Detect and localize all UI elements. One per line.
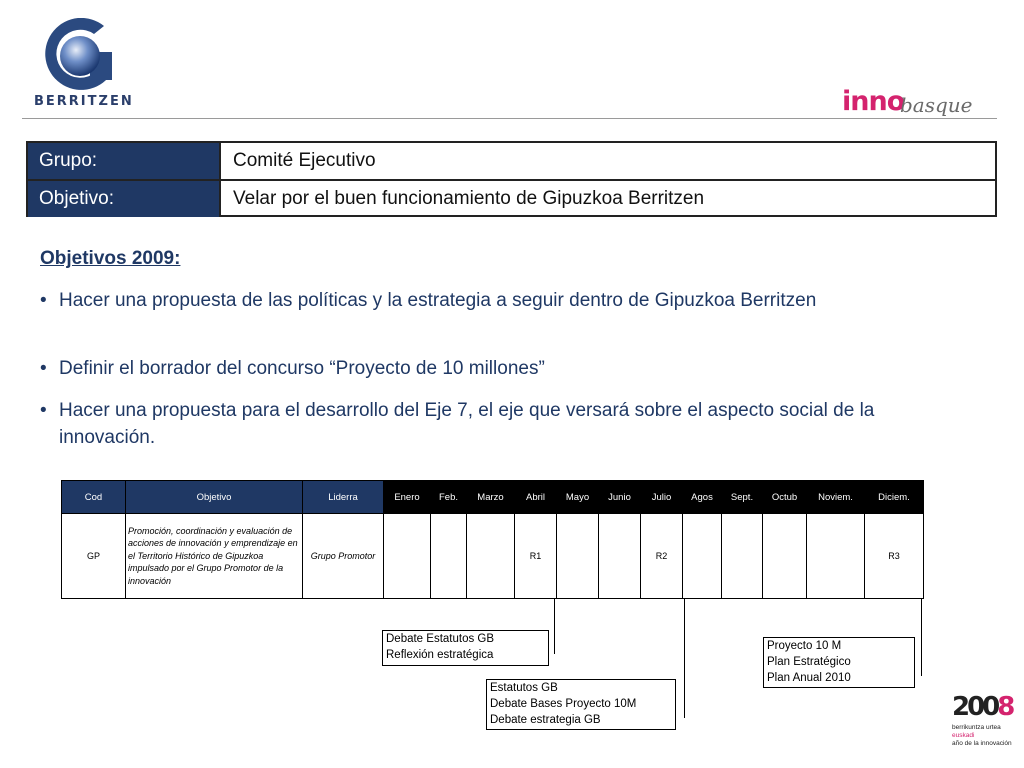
innobasque-inno-text: inno xyxy=(842,86,905,117)
note-line: Plan Estratégico xyxy=(767,656,851,668)
note-box-r3 xyxy=(763,637,915,688)
cell-liderra: Grupo Promotor xyxy=(303,514,384,599)
header-month: Julio xyxy=(641,481,683,514)
header-month: Mayo xyxy=(557,481,599,514)
connector-line-r1 xyxy=(554,598,555,654)
cell-cod: GP xyxy=(62,514,126,599)
schedule-table xyxy=(61,480,924,599)
header-liderra: Liderra xyxy=(303,481,384,514)
header-month: Agos xyxy=(683,481,722,514)
header-divider xyxy=(22,118,997,119)
header-month: Diciem. xyxy=(865,481,924,514)
cell-month xyxy=(683,514,722,599)
berritzen-logo-icon xyxy=(30,18,130,98)
group-label: Grupo: xyxy=(28,143,221,179)
header-month: Junio xyxy=(599,481,641,514)
objective-text: Hacer una propuesta de las políticas y la estrategia a seguir dentro de Gipuzkoa Berritzen xyxy=(59,290,817,311)
bullet-icon: • xyxy=(40,400,47,421)
connector-line-r3 xyxy=(921,598,922,676)
schedule-row xyxy=(62,514,924,599)
note-box-r1 xyxy=(382,630,549,666)
note-line: Debate estrategia GB xyxy=(490,714,601,726)
cell-month-r3: R3 xyxy=(865,514,924,599)
cell-month xyxy=(807,514,865,599)
objectives-heading: Objetivos 2009: xyxy=(40,248,181,269)
objective-text: Hacer una propuesta para el desarrollo del Eje 7, el eje que versará sobre el aspecto social de la innovación. xyxy=(59,400,875,448)
note-line: Plan Anual 2010 xyxy=(767,672,851,684)
logo-caption: berrikuntza urtea xyxy=(952,724,1001,731)
innovation-year-logo xyxy=(948,690,1013,756)
header-month: Abril xyxy=(515,481,557,514)
note-line: Debate Bases Proyecto 10M xyxy=(490,698,637,710)
objective-row xyxy=(28,181,995,217)
header-month: Feb. xyxy=(431,481,467,514)
group-row xyxy=(28,143,995,181)
cell-objetivo: Promoción, coordinación y evaluación de acciones de innovación y emprendizaje en el Territorio Histórico de Gipuzkoa impulsado por el Grupo Promotor de la innovación xyxy=(126,514,303,599)
cell-month xyxy=(431,514,467,599)
logo-caption: euskadi xyxy=(952,732,975,739)
cell-month xyxy=(722,514,763,599)
innobasque-logo xyxy=(842,86,992,126)
note-line: Debate Estatutos GB xyxy=(386,633,495,645)
objective-value: Velar por el buen funcionamiento de Gipuzkoa Berritzen xyxy=(233,188,705,209)
objective-bullet xyxy=(40,287,940,314)
connector-line-r2 xyxy=(684,598,685,718)
year-digit-eight: 8 xyxy=(997,692,1013,722)
objective-text: Definir el borrador del concurso “Proyecto de 10 millones” xyxy=(59,358,545,379)
group-value: Comité Ejecutivo xyxy=(233,150,376,171)
year-digits: 200 xyxy=(952,692,998,722)
cell-month-r2: R2 xyxy=(641,514,683,599)
header-month: Octub xyxy=(763,481,807,514)
header-cod: Cod xyxy=(62,481,126,514)
cell-month xyxy=(557,514,599,599)
cell-month xyxy=(599,514,641,599)
header-month: Marzo xyxy=(467,481,515,514)
bullet-icon: • xyxy=(40,290,47,311)
cell-month xyxy=(467,514,515,599)
cell-month-r1: R1 xyxy=(515,514,557,599)
bullet-icon: • xyxy=(40,358,47,379)
header-objetivo: Objetivo xyxy=(126,481,303,514)
berritzen-wordmark: BERRITZEN xyxy=(34,94,134,109)
logo-caption: año de la innovación xyxy=(952,740,1012,747)
berritzen-logo xyxy=(30,18,134,113)
header-month: Enero xyxy=(384,481,431,514)
objective-bullet xyxy=(40,355,940,382)
header-month: Sept. xyxy=(722,481,763,514)
cell-month xyxy=(763,514,807,599)
innovation-year-number xyxy=(952,692,1012,722)
objective-bullet xyxy=(40,397,940,451)
note-line: Reflexión estratégica xyxy=(386,649,494,661)
note-line: Proyecto 10 M xyxy=(767,640,842,652)
cell-month xyxy=(384,514,431,599)
objective-label: Objetivo: xyxy=(28,181,221,217)
header-month: Noviem. xyxy=(807,481,865,514)
note-line: Estatutos GB xyxy=(490,682,558,694)
note-box-r2 xyxy=(486,679,676,730)
schedule-header-row xyxy=(62,481,924,514)
group-info-table xyxy=(26,141,997,217)
innobasque-basque-text: basque xyxy=(900,93,973,117)
